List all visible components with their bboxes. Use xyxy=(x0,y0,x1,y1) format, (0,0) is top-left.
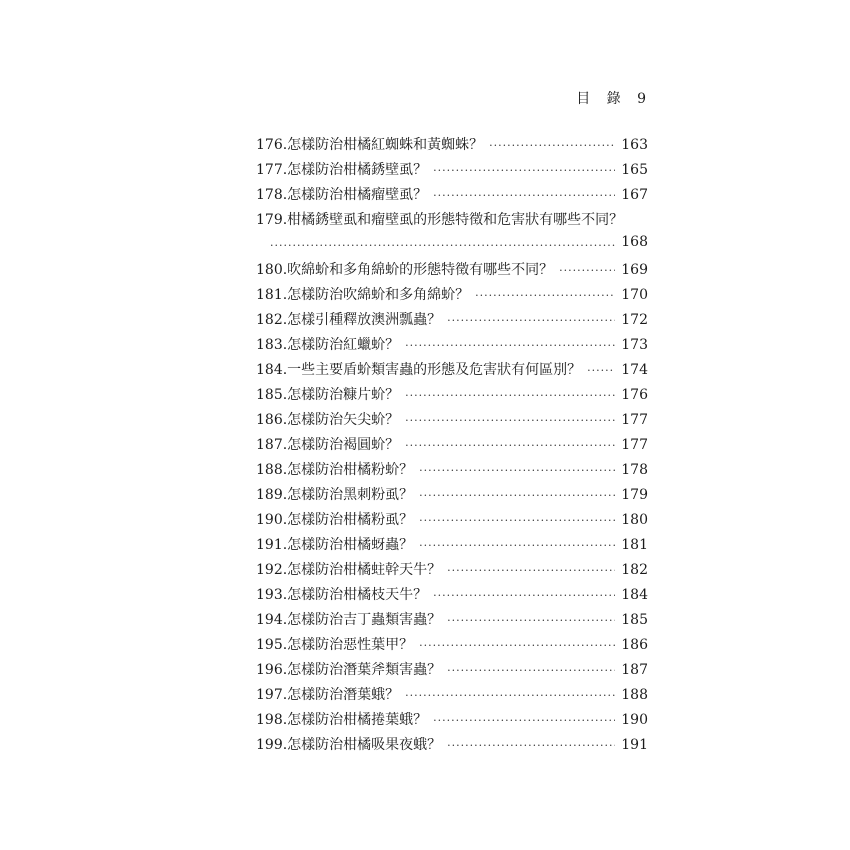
toc-entry-title: 188.怎樣防治柑橘粉蚧？ xyxy=(256,462,414,478)
dot-leader xyxy=(447,739,615,755)
toc-entry-page: 173 xyxy=(621,337,648,353)
toc-entry-page: 163 xyxy=(621,137,648,153)
toc-entry-page: 182 xyxy=(621,562,648,578)
toc-entry xyxy=(256,434,648,459)
toc-entry-title: 184.一些主要盾蚧類害蟲的形態及危害狀有何區別？ xyxy=(256,362,582,378)
dot-leader xyxy=(405,689,615,705)
dot-leader xyxy=(489,139,615,155)
toc-entry xyxy=(256,509,648,534)
toc-entry-page: 165 xyxy=(621,162,648,178)
toc-entry-page: 168 xyxy=(621,234,648,250)
toc-entry xyxy=(256,559,648,584)
dot-leader xyxy=(475,289,615,305)
toc-entry-page: 186 xyxy=(621,637,648,653)
toc-entry-page: 180 xyxy=(621,512,648,528)
toc-entry-title: 189.怎樣防治黑刺粉虱？ xyxy=(256,487,414,503)
toc-entry-title: 185.怎樣防治糠片蚧？ xyxy=(256,387,400,403)
dot-leader xyxy=(405,339,615,355)
toc-entry-page: 179 xyxy=(621,487,648,503)
toc-entry xyxy=(256,459,648,484)
toc-entry-page: 170 xyxy=(621,287,648,303)
toc-entry-page: 191 xyxy=(621,737,648,753)
toc-entry xyxy=(256,309,648,334)
dot-leader xyxy=(419,639,615,655)
toc-entry xyxy=(256,684,648,709)
toc-entry-page: 187 xyxy=(621,662,648,678)
toc-entry-title: 178.怎樣防治柑橘瘤壁虱？ xyxy=(256,187,428,203)
toc-entry xyxy=(256,184,648,209)
toc-entry xyxy=(256,634,648,659)
toc-entry-title: 199.怎樣防治柑橘吸果夜蛾？ xyxy=(256,737,442,753)
dot-leader xyxy=(419,489,615,505)
toc-entry xyxy=(256,334,648,359)
toc-entry-page: 174 xyxy=(621,362,648,378)
toc-entry xyxy=(256,384,648,409)
toc-entry xyxy=(256,659,648,684)
toc-entry-title: 197.怎樣防治潛葉蛾？ xyxy=(256,687,400,703)
dot-leader xyxy=(447,564,615,580)
dot-leader xyxy=(559,264,615,280)
toc-entry-title: 198.怎樣防治柑橘捲葉蛾？ xyxy=(256,712,428,728)
dot-leader xyxy=(405,414,615,430)
toc-entry xyxy=(256,359,648,384)
toc-entry-title: 179.柑橘銹壁虱和瘤壁虱的形態特徵和危害狀有哪些不同？ xyxy=(256,212,624,228)
dot-leader xyxy=(447,314,615,330)
toc-entry-title: 196.怎樣防治潛葉斧類害蟲？ xyxy=(256,662,442,678)
toc-entry-page: 172 xyxy=(621,312,648,328)
toc-entry xyxy=(256,209,648,234)
toc-entry-title: 193.怎樣防治柑橘枝天牛？ xyxy=(256,587,428,603)
toc-entry-page: 177 xyxy=(621,412,648,428)
dot-leader xyxy=(419,464,615,480)
dot-leader xyxy=(419,514,615,530)
toc-entry-title: 183.怎樣防治紅蠟蚧？ xyxy=(256,337,400,353)
toc-entry-page: 190 xyxy=(621,712,648,728)
toc-entry xyxy=(256,534,648,559)
toc-entry xyxy=(256,134,648,159)
toc-entry xyxy=(256,259,648,284)
toc-entry-page: 167 xyxy=(621,187,648,203)
toc-entry-title: 192.怎樣防治柑橘蛀幹天牛？ xyxy=(256,562,442,578)
toc-entry xyxy=(256,734,648,759)
toc-entry-page: 169 xyxy=(621,262,648,278)
toc-entry-title: 190.怎樣防治柑橘粉虱？ xyxy=(256,512,414,528)
dot-leader xyxy=(433,589,615,605)
toc-entry-page: 176 xyxy=(621,387,648,403)
toc-entry-title: 177.怎樣防治柑橘銹壁虱？ xyxy=(256,162,428,178)
toc-entry-page: 178 xyxy=(621,462,648,478)
toc-entry-title: 181.怎樣防治吹綿蚧和多角綿蚧？ xyxy=(256,287,470,303)
dot-leader xyxy=(405,389,615,405)
dot-leader xyxy=(447,664,615,680)
toc-entry-page: 181 xyxy=(621,537,648,553)
dot-leader xyxy=(587,364,615,380)
toc-entry-page: 184 xyxy=(621,587,648,603)
toc-entry-title: 182.怎樣引種釋放澳洲瓢蟲？ xyxy=(256,312,442,328)
toc-entry xyxy=(256,284,648,309)
dot-leader xyxy=(419,539,615,555)
toc-entry xyxy=(256,609,648,634)
toc-entry xyxy=(256,234,648,259)
toc-entry-title: 187.怎樣防治褐圓蚧？ xyxy=(256,437,400,453)
dot-leader xyxy=(433,714,615,730)
dot-leader xyxy=(433,164,615,180)
toc-entry-page: 185 xyxy=(621,612,648,628)
toc-entry-title: 194.怎樣防治吉丁蟲類害蟲？ xyxy=(256,612,442,628)
toc-entry xyxy=(256,159,648,184)
toc-entry-title: 176.怎樣防治柑橘紅蜘蛛和黃蜘蛛？ xyxy=(256,137,484,153)
toc-entry xyxy=(256,409,648,434)
toc-entry-title: 191.怎樣防治柑橘蚜蟲？ xyxy=(256,537,414,553)
toc-entry-title: 186.怎樣防治矢尖蚧？ xyxy=(256,412,400,428)
toc-entry-page: 188 xyxy=(621,687,648,703)
dot-leader xyxy=(405,439,615,455)
toc-entry xyxy=(256,484,648,509)
dot-leader xyxy=(447,614,615,630)
toc-entry-title: 195.怎樣防治惡性葉甲？ xyxy=(256,637,414,653)
toc-entry xyxy=(256,709,648,734)
toc-entry-title: 180.吹綿蚧和多角綿蚧的形態特徵有哪些不同？ xyxy=(256,262,554,278)
toc-entry xyxy=(256,584,648,609)
dot-leader xyxy=(270,239,615,255)
toc-entry-page: 177 xyxy=(621,437,648,453)
dot-leader xyxy=(433,189,615,205)
running-header: 目 錄 9 xyxy=(576,91,652,107)
table-of-contents xyxy=(256,134,648,759)
